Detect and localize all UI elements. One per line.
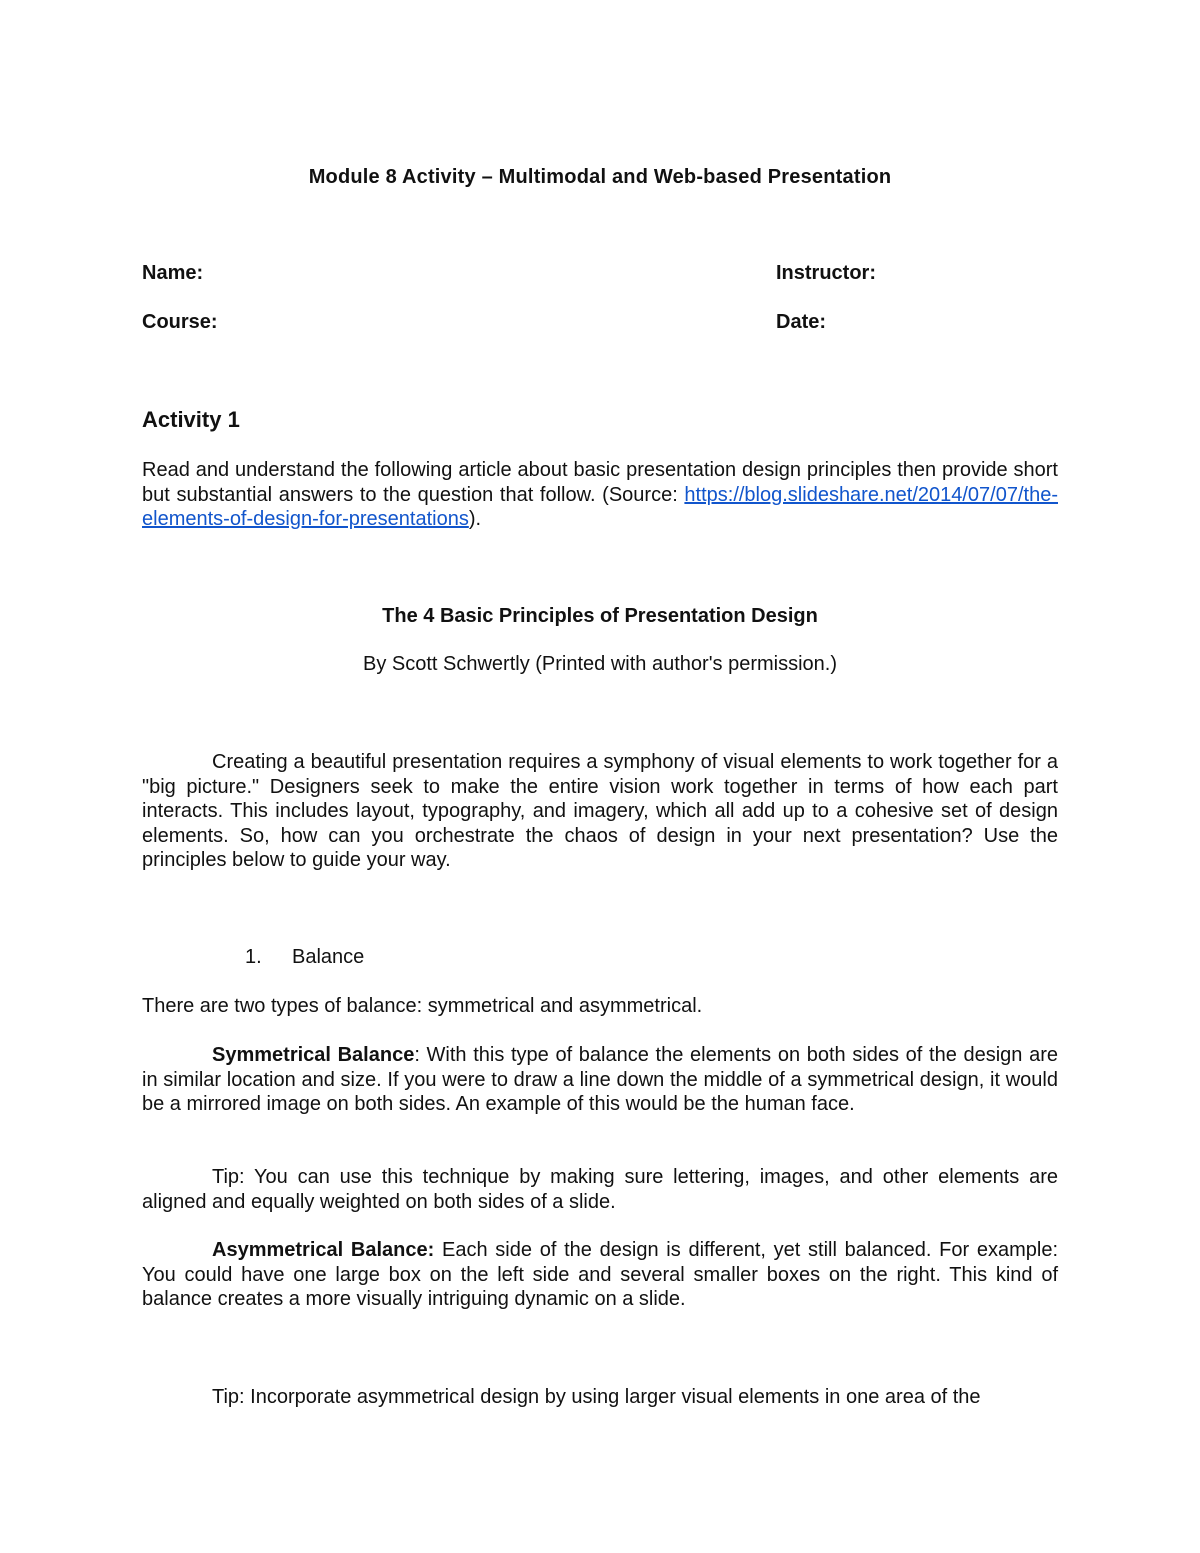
activity-intro-end: ). — [468, 508, 482, 531]
asymmetrical-text: Each side of the design is different, yet still balanced. For example: You could have one large box on the left side and several smaller boxes on the right. This kind of balance creates a more visually intriguing dynamic on a slide. — [142, 1239, 1059, 1311]
tip-paragraph-1: Tip: You can use this technique by making sure lettering, images, and other elements are aligned and equally weighted on both sides of a slide. — [142, 1166, 1058, 1213]
symmetrical-text: : With this type of balance the elements on both sides of the design are in similar location and size. If you were to draw a line down the middle of a symmetrical design, it would be a mirrored image on both sides. An example of this would be the human face. — [142, 1044, 1058, 1116]
asymmetrical-paragraph — [142, 1238, 1058, 1312]
document-title: Module 8 Activity – Multimodal and Web-based Presentation — [308, 166, 892, 188]
article-byline: By Scott Schwertly (Printed with author's permission.) — [363, 653, 837, 675]
article-intro-paragraph: Creating a beautiful presentation requires a symphony of visual elements to work together for a "big picture." Designers seek to make the entire vision work together in terms of how each part interacts. This includes layout, typography, and imagery, which all add up to a cohesive set of design elements. So, how can you orchestrate the chaos of design in your next presentation? Use the principles below to guide your way. — [142, 751, 1058, 872]
name-label: Name: — [142, 262, 204, 284]
tip-paragraph-2: Tip: Incorporate asymmetrical design by using larger visual elements in one area of the — [212, 1386, 981, 1408]
symmetrical-term: Symmetrical Balance — [212, 1044, 415, 1066]
date-label: Date: — [776, 311, 827, 333]
list-number: 1. — [245, 946, 262, 968]
balance-intro: There are two types of balance: symmetrical and asymmetrical. — [142, 995, 703, 1017]
list-item-balance: Balance — [292, 946, 365, 968]
article-title: The 4 Basic Principles of Presentation Design — [382, 605, 818, 627]
symmetrical-paragraph — [142, 1043, 1058, 1117]
instructor-label: Instructor: — [776, 262, 876, 284]
activity-intro — [142, 458, 1058, 532]
activity-intro-text: Read and understand the following article about basic presentation design principles then provide short but substantial answers to the question that follow. (Source: — [142, 459, 1058, 506]
activity-heading: Activity 1 — [142, 407, 240, 432]
course-label: Course: — [142, 311, 218, 333]
asymmetrical-term: Asymmetrical Balance: — [212, 1239, 435, 1261]
source-link[interactable]: https://blog.slideshare.net/2014/07/07/the-elements-of-design-for-presentations — [142, 483, 1058, 531]
